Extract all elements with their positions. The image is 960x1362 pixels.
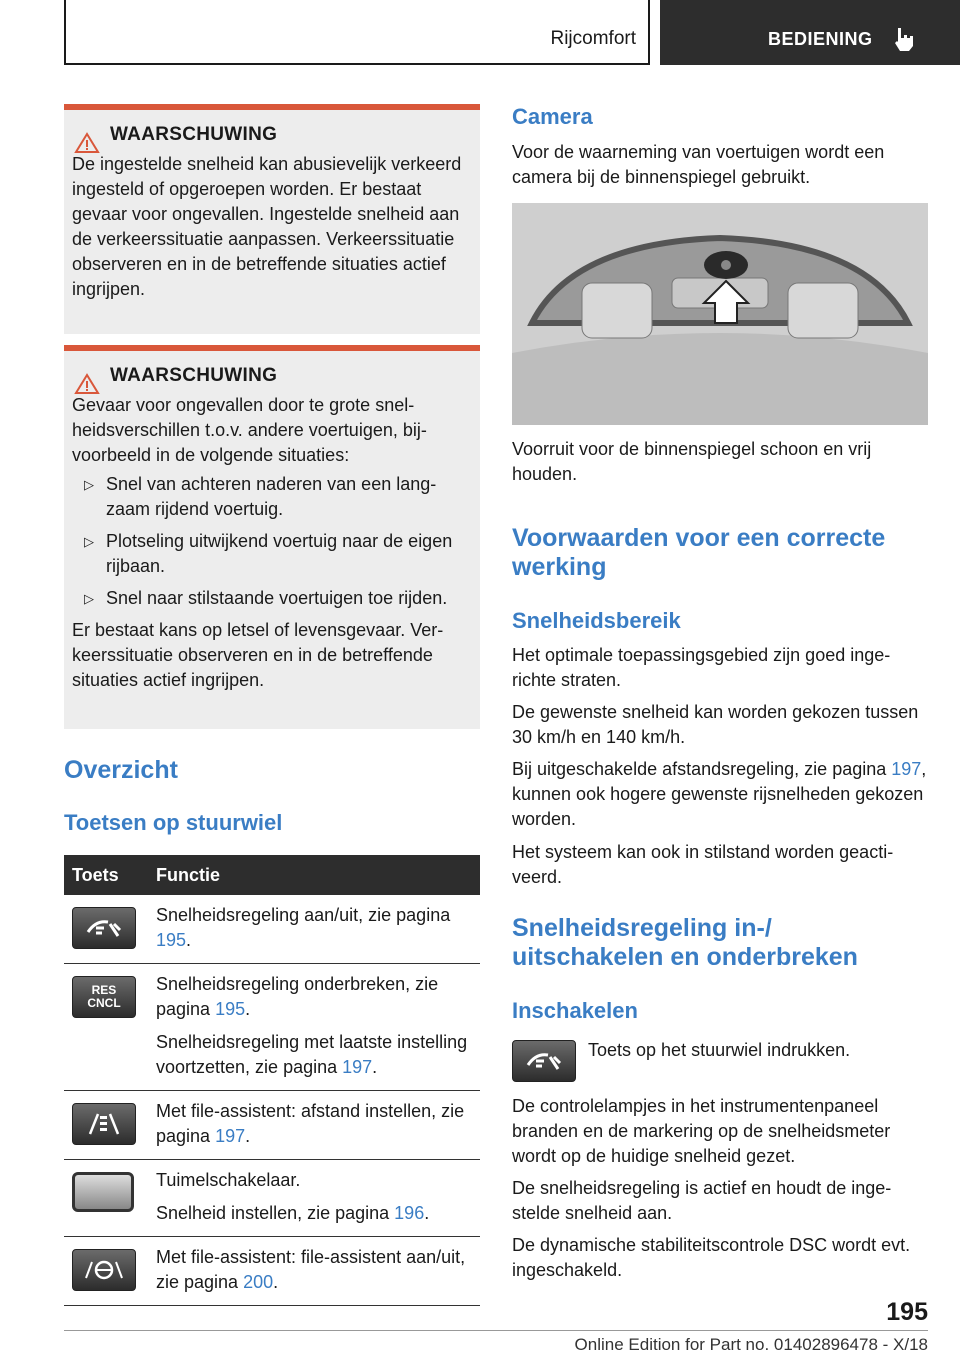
paragraph: De controlelampjes in het instrumentenpaneel branden en de markering op de snelheidsmeter wordt op de huidige snelheid gezet. <box>512 1096 891 1166</box>
warning-triangle-icon <box>74 132 100 154</box>
requirements-heading: Voorwaarden voor een correcte werking <box>512 524 886 581</box>
list-item: ▷ Plotseling uitwijkend voertuig naar de eigen rijbaan. <box>84 531 453 576</box>
header-rule <box>64 63 649 65</box>
cruise-control-icon <box>72 907 136 949</box>
page-link[interactable]: 200 <box>243 1272 274 1292</box>
page-link[interactable]: 197 <box>342 1057 373 1077</box>
chapter-title: BEDIENING <box>768 29 873 49</box>
column-header-function: Functie <box>148 855 480 895</box>
paragraph: Het systeem kan ook in stilstand worden geactiveerd. <box>512 842 894 887</box>
list-item: ▷ Snel naar stilstaande voertuigen toe rijden. <box>72 586 472 611</box>
paragraph: De snelheidsregeling is actief en houdt de ingestelde snelheid aan. <box>512 1178 892 1223</box>
rocker-switch-icon <box>72 1172 134 1212</box>
page-number: 195 <box>886 1298 928 1326</box>
page-link[interactable]: 197 <box>215 1126 246 1146</box>
pointing-hand-icon <box>892 26 916 52</box>
distance-icon <box>72 1103 136 1145</box>
camera-caption: Voorruit voor de binnenspiegel schoon en vrij houden. <box>512 439 872 484</box>
warning-intro: Gevaar voor ongevallen door te grote snelheidsverschillen t.o.v. andere voertuigen, bijvoorbeeld in de volgende situaties: <box>72 395 427 465</box>
edition-note: Online Edition for Part no. 01402896478 - X/18 <box>574 1335 928 1354</box>
keys-table <box>64 855 480 1306</box>
table-row: Met file-assistent: file-assistent aan/uit, zie pagina 200. <box>64 1237 480 1306</box>
windshield-camera-photo <box>512 203 928 425</box>
bullet-triangle-icon: ▷ <box>84 534 94 549</box>
chapter-tab <box>660 0 960 65</box>
paragraph: De gewenste snelheid kan worden gekozen tussen 30 km/h en 140 km/h. <box>512 702 919 747</box>
list-item: ▷ Snel van achteren naderen van een langzaam rijdend voertuig. <box>84 474 437 519</box>
table-header <box>64 855 480 895</box>
footer-rule <box>64 1330 928 1331</box>
warning-triangle-icon <box>74 373 100 395</box>
table-row: Met file-assistent: afstand instellen, zie pagina 197. <box>64 1091 480 1160</box>
table-row: Tuimelschakelaar. Snelheid instellen, zie pagina 196. <box>64 1160 480 1237</box>
warning-title: WAARSCHUWING <box>110 124 278 145</box>
camera-heading: Camera <box>512 104 593 129</box>
camera-text: Voor de waarneming van voertuigen wordt een camera bij de binnenspiegel gebruikt. <box>512 142 885 187</box>
warning-outro: Er bestaat kans op letsel of levensgevaar. Verkeerssituatie observeren en in de betreffende situaties actief ingrijpen. <box>72 620 444 690</box>
header-divider <box>64 0 66 65</box>
warning-text: De ingestelde snelheid kan abusievelijk verkeerd ingesteld of opgeroepen worden. Er bestaat gevaar voor ongevallen. Ingestelde snelheid aan de verkeerssituatie aanpassen. Verkeerssituatie observeren en in de betreffende situaties actief ingrijpen. <box>72 154 462 299</box>
header-divider <box>648 0 650 65</box>
page-link[interactable]: 196 <box>394 1203 425 1223</box>
warning-box <box>64 104 480 334</box>
switching-heading: Snelheidsregeling in-/ uitschakelen en onderbreken <box>512 914 858 971</box>
paragraph: Het optimale toepassingsgebied zijn goed ingerichte straten. <box>512 645 891 690</box>
table-row: RES CNCL Snelheidsregeling onderbreken, zie pagina 195. Snelheidsregeling met laatste instelling voortzetten, zie pagina 197. <box>64 964 480 1091</box>
keys-subheading: Toetsen op stuurwiel <box>64 810 283 835</box>
switch-on-heading: Inschakelen <box>512 998 638 1023</box>
bullet-triangle-icon: ▷ <box>84 477 94 492</box>
warning-title: WAARSCHUWING <box>110 365 278 386</box>
column-header-key: Toets <box>64 855 148 895</box>
table-row: Snelheidsregeling aan/uit, zie pagina 195. <box>64 895 480 964</box>
res-cncl-icon: RES CNCL <box>72 976 136 1018</box>
paragraph: De dynamische stabiliteitscontrole DSC wordt evt. ingeschakeld. <box>512 1235 911 1280</box>
page-link[interactable]: 197 <box>891 759 922 779</box>
paragraph: Toets op het stuurwiel indrukken. <box>588 1040 851 1060</box>
bullet-triangle-icon: ▷ <box>84 591 94 606</box>
overview-heading: Overzicht <box>64 756 178 784</box>
cruise-control-icon <box>512 1040 576 1082</box>
warning-list <box>72 472 472 611</box>
page-link[interactable]: 195 <box>215 999 246 1019</box>
warning-box <box>64 345 480 729</box>
speed-range-heading: Snelheidsbereik <box>512 608 681 633</box>
page-link[interactable]: 195 <box>156 930 187 950</box>
section-title: Rijcomfort <box>550 28 636 49</box>
traffic-jam-assistant-icon <box>72 1249 136 1291</box>
paragraph: Bij uitgeschakelde afstandsregeling, zie pagina 197, kunnen ook hogere gewenste rijsnelheden gekozen worden. <box>512 759 927 829</box>
